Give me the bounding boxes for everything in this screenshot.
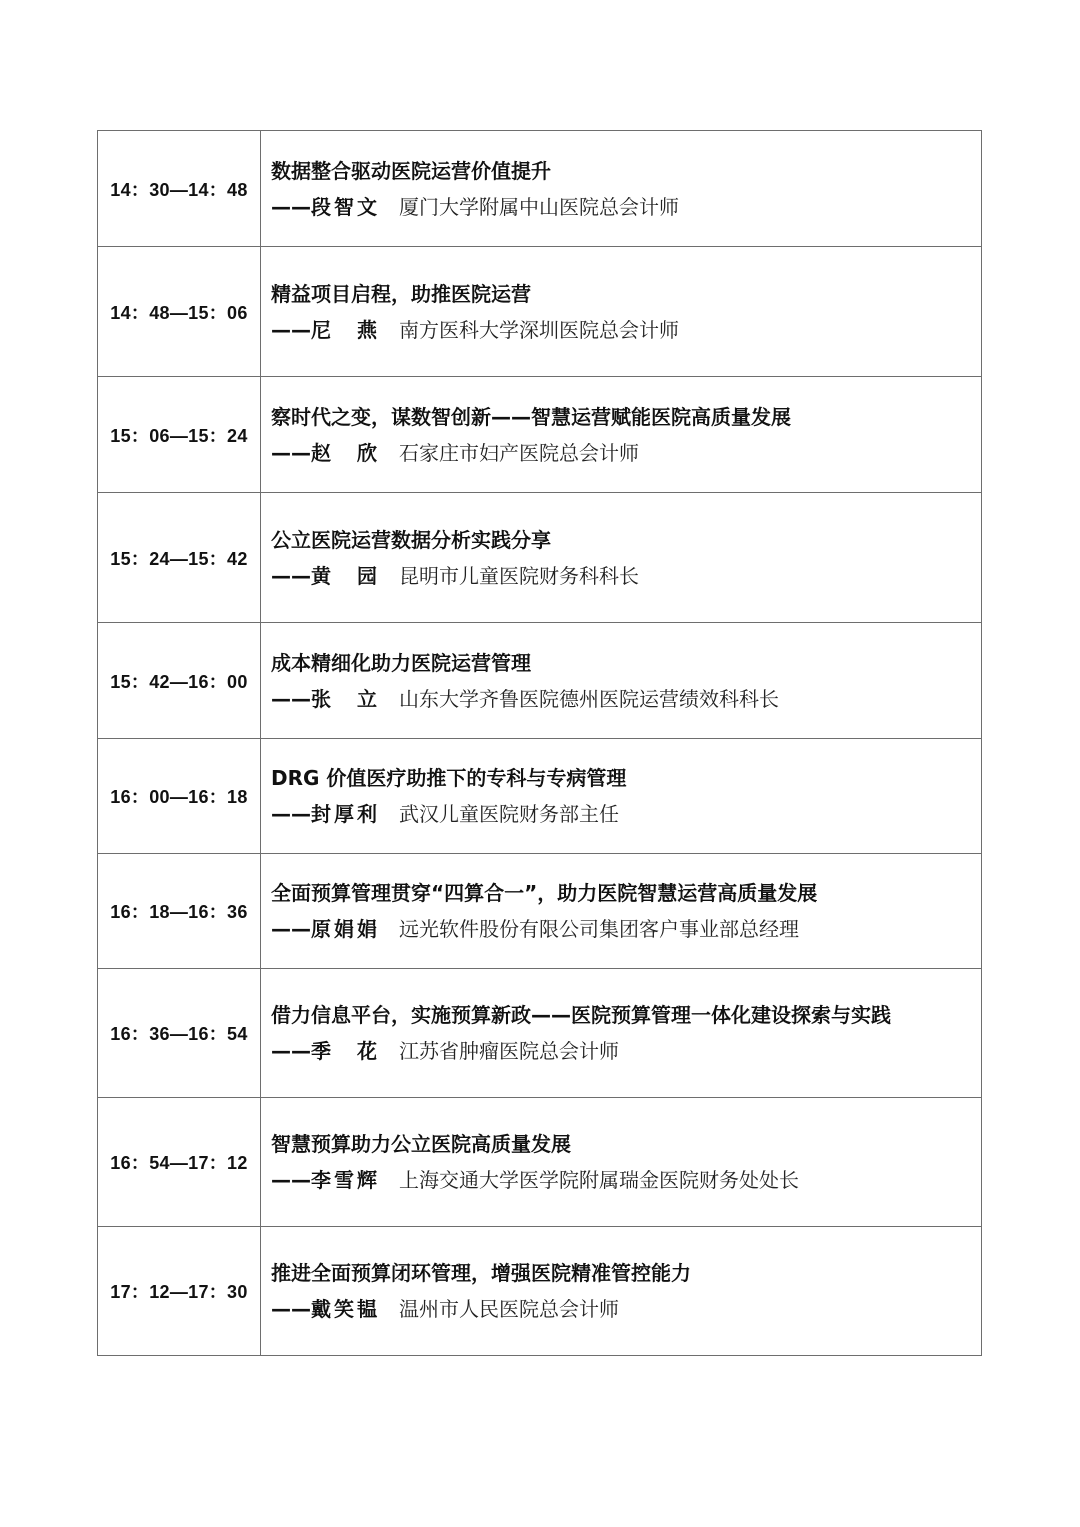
time-slot: 14：30—14：48 [98,131,261,247]
talk-cell [261,969,982,1098]
speaker-position: 石家庄市妇产医院总会计师 [399,440,639,465]
speaker-line [271,435,981,471]
speaker-position: 上海交通大学医学院附属瑞金医院财务处处长 [399,1168,799,1192]
speaker-line [271,189,981,225]
talk-title: 精益项目启程，助推医院运营 [271,281,531,306]
speaker-dash: —— [271,440,311,465]
talk-title: 公立医院运营数据分析实践分享 [271,527,551,552]
speaker-line [271,681,981,717]
speaker-position: 南方医科大学深圳医院总会计师 [399,317,679,342]
speaker-position: 武汉儿童医院财务部主任 [399,802,619,826]
speaker-dash: —— [271,917,311,941]
table-row [98,739,982,854]
speaker-position: 昆明市儿童医院财务科科长 [399,563,639,588]
talk-cell [261,377,982,493]
table-row [98,854,982,969]
time-slot: 16：18—16：36 [98,854,261,969]
talk-cell [261,1227,982,1356]
speaker-dash: —— [271,563,311,588]
speaker-dash: —— [271,1168,311,1192]
speaker-dash: —— [271,317,311,342]
speaker-line [271,1291,981,1327]
talk-title: 察时代之变，谋数智创新——智慧运营赋能医院高质量发展 [271,404,791,429]
speaker-dash: —— [271,1297,311,1321]
speaker-name: 封厚利 [311,802,377,826]
time-slot: 15：06—15：24 [98,377,261,493]
talk-cell [261,739,982,854]
time-slot: 15：24—15：42 [98,493,261,623]
talk-cell [261,131,982,247]
table-row [98,247,982,377]
talk-title: 推进全面预算闭环管理，增强医院精准管控能力 [271,1261,691,1285]
speaker-name: 赵 欣 [311,440,377,465]
table-row [98,623,982,739]
speaker-name: 段智文 [311,194,377,219]
speaker-dash: —— [271,686,311,711]
speaker-line [271,796,981,832]
speaker-name: 尼 燕 [311,317,377,342]
speaker-position: 江苏省肿瘤医院总会计师 [399,1039,619,1063]
speaker-line [271,1033,981,1069]
speaker-position: 厦门大学附属中山医院总会计师 [399,194,679,219]
talk-title: 全面预算管理贯穿“四算合一”，助力医院智慧运营高质量发展 [271,881,818,905]
speaker-name: 原娟娟 [311,917,377,941]
talk-cell [261,854,982,969]
talk-cell [261,623,982,739]
time-slot: 16：36—16：54 [98,969,261,1098]
schedule-table [97,130,982,1356]
talk-cell [261,493,982,623]
table-row [98,493,982,623]
speaker-position: 温州市人民医院总会计师 [399,1297,619,1321]
speaker-name: 季 花 [311,1039,377,1063]
speaker-position: 远光软件股份有限公司集团客户事业部总经理 [399,917,799,941]
speaker-dash: —— [271,802,311,826]
table-row [98,1227,982,1356]
time-slot: 15：42—16：00 [98,623,261,739]
talk-title: 数据整合驱动医院运营价值提升 [271,158,551,183]
talk-cell [261,1098,982,1227]
time-slot: 17：12—17：30 [98,1227,261,1356]
talk-title: DRG 价值医疗助推下的专科与专病管理 [271,766,627,790]
speaker-line [271,1162,981,1198]
speaker-line [271,558,981,594]
time-slot: 16：00—16：18 [98,739,261,854]
schedule-body [98,131,982,1356]
talk-title: 智慧预算助力公立医院高质量发展 [271,1132,571,1156]
talk-title: 成本精细化助力医院运营管理 [271,650,531,675]
speaker-name: 张 立 [311,686,377,711]
table-row [98,377,982,493]
speaker-line [271,312,981,348]
speaker-dash: —— [271,194,311,219]
speaker-position: 山东大学齐鲁医院德州医院运营绩效科科长 [399,686,779,711]
table-row [98,969,982,1098]
time-slot: 16：54—17：12 [98,1098,261,1227]
time-slot: 14：48—15：06 [98,247,261,377]
table-row [98,131,982,247]
table-row [98,1098,982,1227]
talk-cell [261,247,982,377]
speaker-dash: —— [271,1039,311,1063]
speaker-name: 戴笑韫 [311,1297,377,1321]
speaker-line [271,911,981,947]
talk-title: 借力信息平台，实施预算新政——医院预算管理一体化建设探索与实践 [271,1003,891,1027]
speaker-name: 黄 园 [311,563,377,588]
speaker-name: 李雪辉 [311,1168,377,1192]
